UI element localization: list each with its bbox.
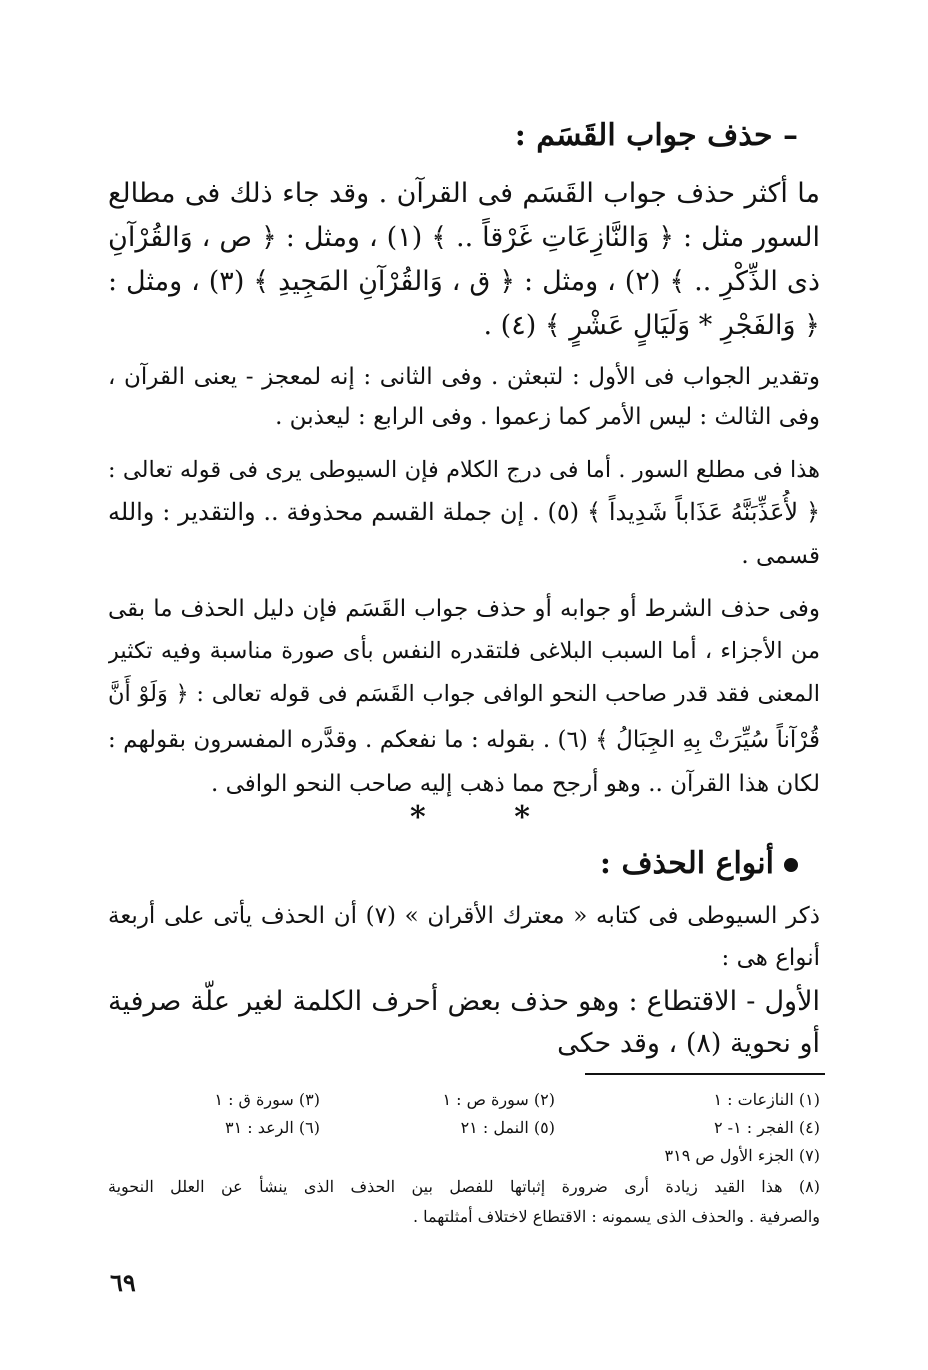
text-line: ذكر السيوطى فى كتابه « معترك الأقران » (٧) أن الحذف يأتى على أربعة (108, 903, 820, 929)
text-line: الأول - الاقتطاع : وهو حذف بعض أحرف الكلمة لغير علَّة صرفية (108, 986, 820, 1017)
footnote: (٥) النمل : ٢١ (460, 1118, 555, 1137)
section-heading-types-of-ellipsis (600, 846, 798, 881)
text-line: ما أكثر حذف جواب القَسَم فى القرآن . وقد جاء ذلك فى مطالع (108, 178, 820, 209)
separator-star: * (410, 800, 426, 835)
separator-star: * (514, 800, 530, 835)
footnote: (٤) الفجر : ١- ٢ (714, 1118, 820, 1137)
section-heading-oath-answer: – حذف جواب القَسَم : (514, 118, 798, 153)
text-line: المعنى فقد قدر صاحب النحو الوافى جواب القَسَم فى قوله تعالى : ﴿ وَلَوْ أَنَّ (108, 681, 820, 707)
heading-text: أنواع الحذف : (599, 846, 774, 881)
text-line: لكان هذا القرآن .. وهو أرجح مما ذهب إليه صاحب النحو الوافى . (210, 771, 820, 797)
text-line: أنواع هى : (721, 945, 820, 971)
footnote: (٦) الرعد : ٣١ (224, 1118, 320, 1137)
page-number: ٦٩ (110, 1268, 136, 1297)
footnote-line: والصرفية . والحذف الذى يسمونه : الاقتطاع لاختلاف أمثلتهما . (412, 1207, 820, 1226)
section-separator (410, 800, 530, 835)
text-line: ﴿ لأُعَذِّبَنَّهُ عَذَاباً شَدِيداً ﴾ (٥) . إن جملة القسم محذوفة .. والتقدير : والله (108, 498, 820, 526)
footnote: (٣) سورة ق : ١ (214, 1090, 320, 1109)
footnote: (١) النازعات : ١ (713, 1090, 820, 1109)
text-line: السور مثل : ﴿ وَالنَّازِعَاتِ غَرْقاً .. ﴾ (١) ، ومثل : ﴿ ص ، وَالقُرْآنِ (108, 222, 820, 253)
text-line: قُرْآناً سُيِّرَتْ بِهِ الجِبَالُ ﴾ (٦) . بقوله : ما نفعكم . وقدَّره المفسرون بقولهم : (108, 727, 820, 753)
bullet-icon (784, 858, 798, 872)
footnote-row (108, 1142, 820, 1170)
text-line: ذى الذِّكْرِ .. ﴾ (٢) ، ومثل : ﴿ ق ، وَالقُرْآنِ المَجِيدِ ﴾ (٣) ، ومثل : (108, 266, 820, 297)
text-line: هذا فى مطلع السور . أما فى درج الكلام فإن السيوطى يرى فى قوله تعالى : (108, 457, 820, 483)
footnote-divider (585, 1073, 825, 1075)
footnote-row (108, 1086, 820, 1114)
text-line: وفى الثالث : ليس الأمر كما زعموا . وفى الرابع : ليعذبن . (275, 404, 820, 430)
text-line: من الأجزاء ، أما السبب البلاغى فلتقدره النفس بأى صورة مناسبة وفيه تكثير (108, 638, 820, 664)
footnote-row (108, 1114, 820, 1142)
text-line: وتقدير الجواب فى الأول : لتبعثن . وفى الثانى : إنه لمعجز - يعنى القرآن ، (108, 364, 820, 390)
text-line: أو نحوية (٨) ، وقد حكى (557, 1028, 820, 1059)
text-line: ﴿ وَالفَجْرِ * وَلَيَالٍ عَشْرٍ ﴾ (٤) . (483, 310, 820, 341)
footnote-line: (٨) هذا القيد زيادة أرى ضرورة إثباتها للفصل بين الحذف الذى ينشأ عن العلل النحوية (108, 1177, 820, 1196)
text-line: وفى حذف الشرط أو جوابه أو حذف جواب القَسَم فإن دليل الحذف ما بقى (108, 596, 820, 622)
footnote: (٧) الجزء الأول ص ٣١٩ (664, 1146, 820, 1165)
text-line: قسمى . (741, 543, 820, 569)
footnote: (٢) سورة ص : ١ (442, 1090, 555, 1109)
